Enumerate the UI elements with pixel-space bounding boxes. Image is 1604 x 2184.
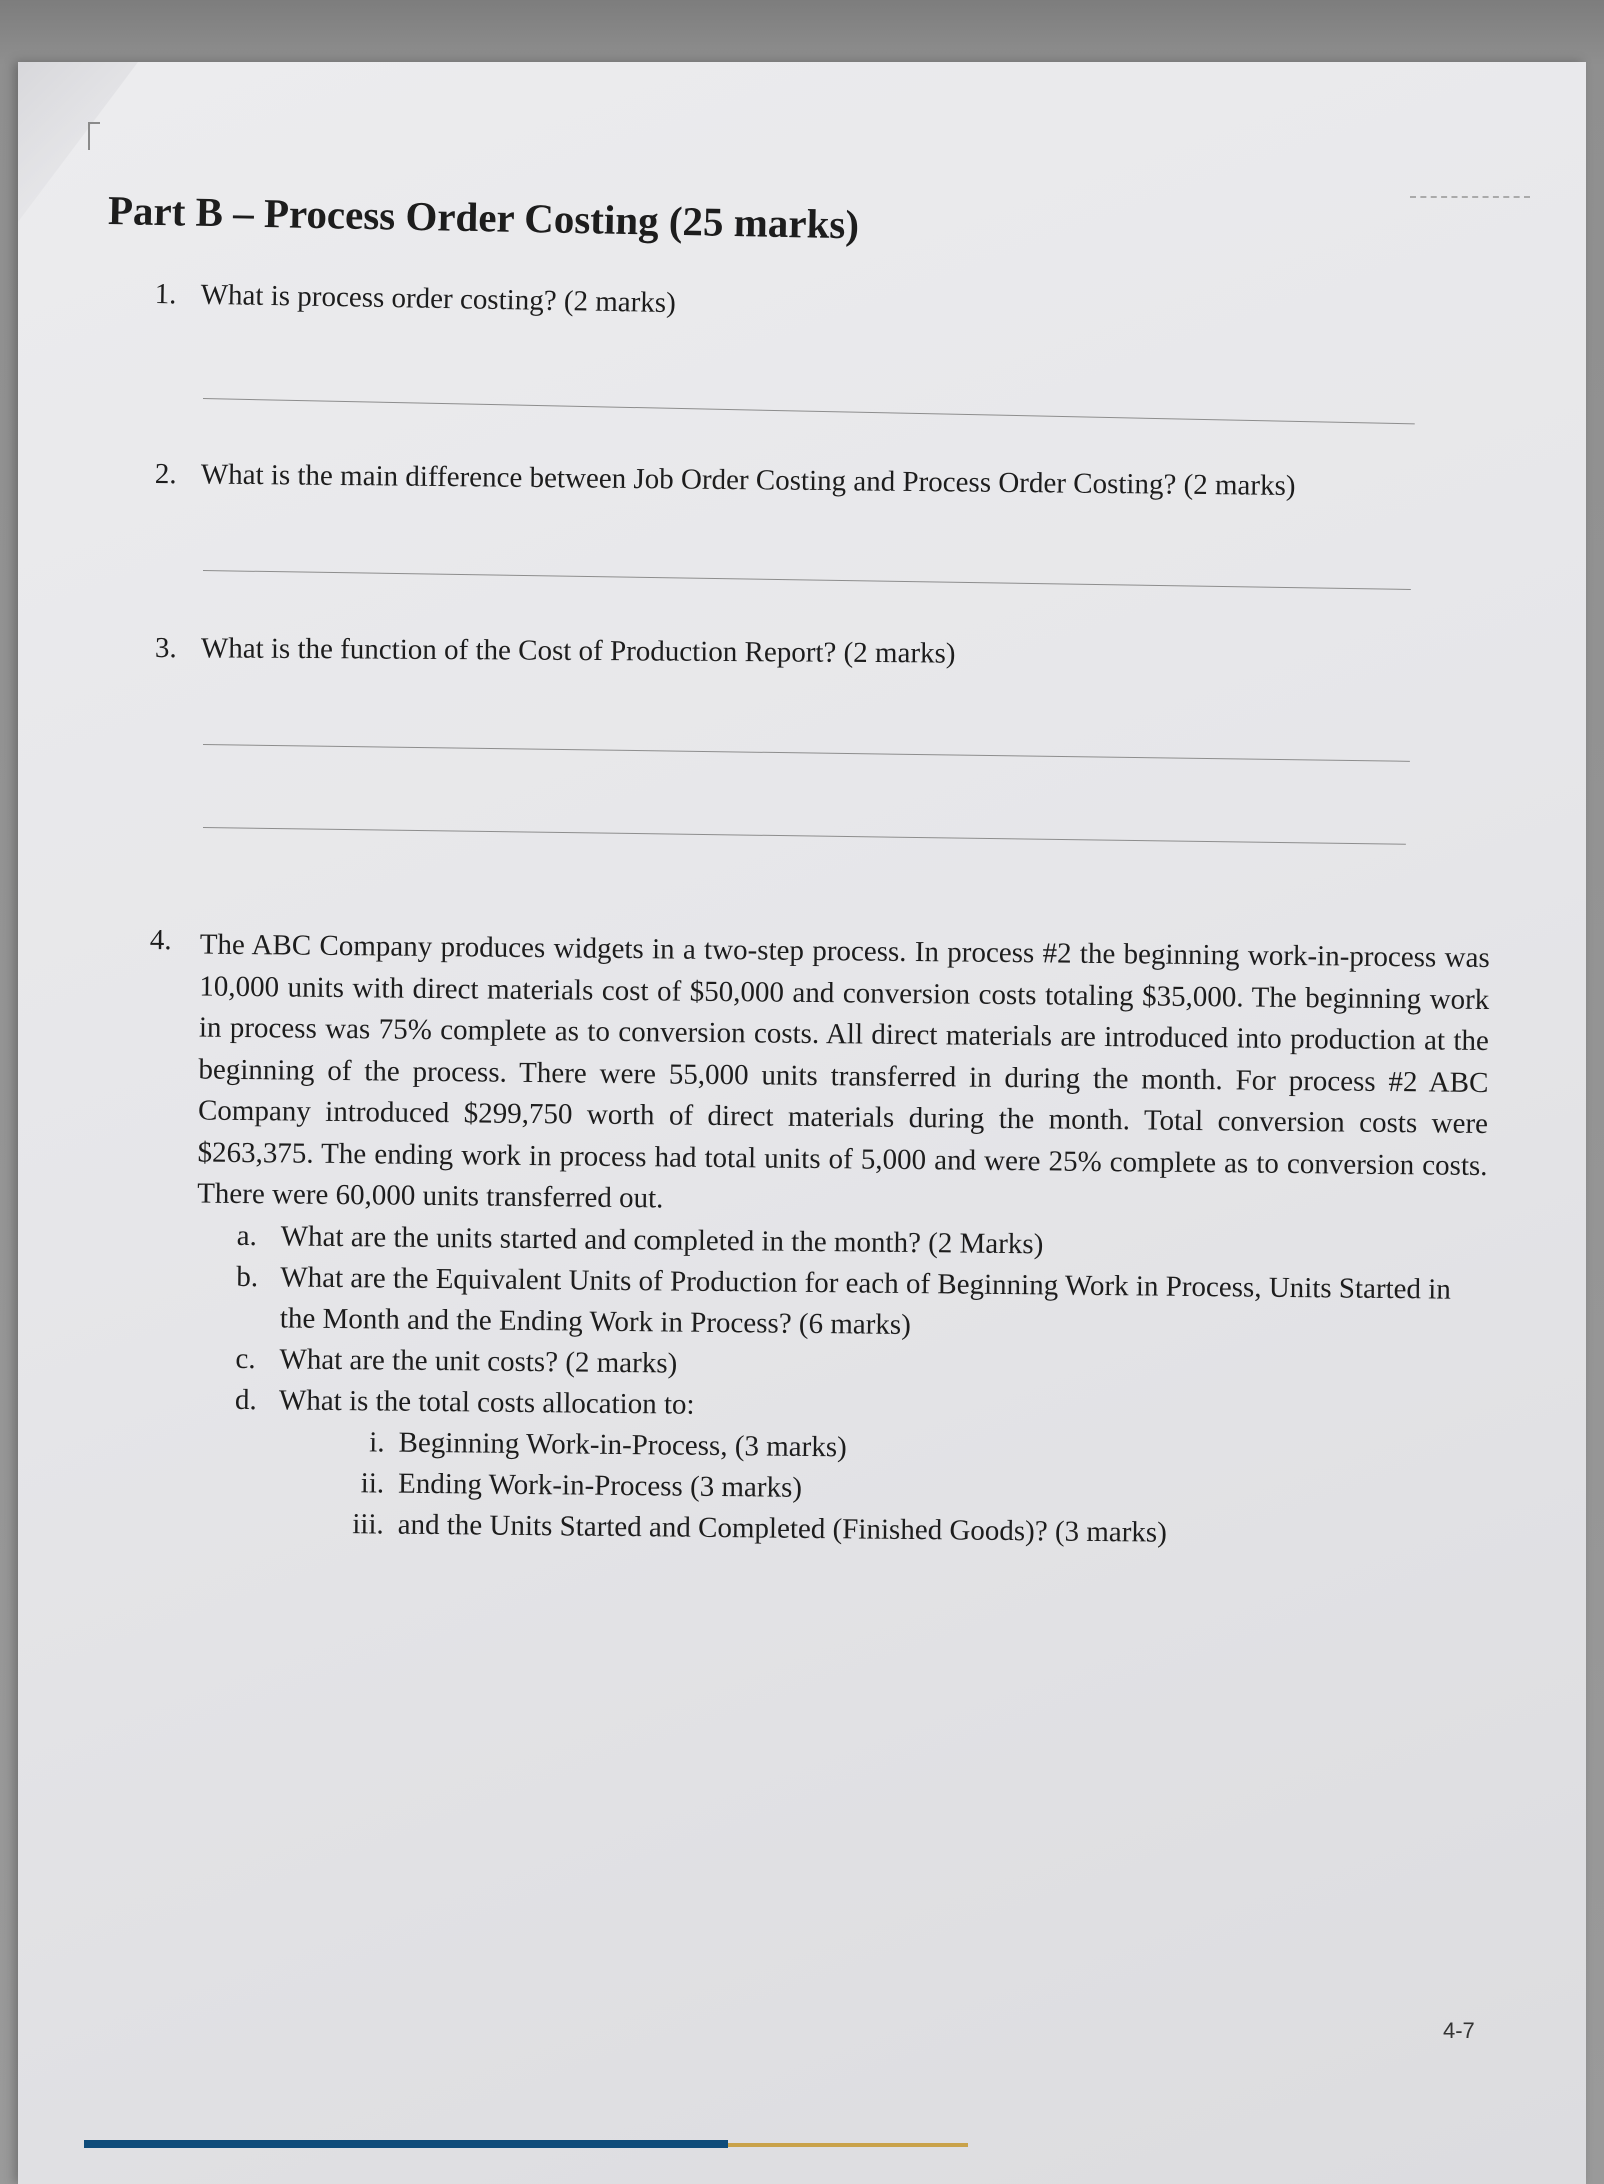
question-number: 3.	[154, 632, 177, 665]
question-number: 2.	[154, 458, 177, 491]
question-4	[144, 924, 1490, 1556]
sub-question-text: Beginning Work-in-Process, (3 marks)	[398, 1426, 847, 1463]
sub-question-text: and the Units Started and Completed (Finished Goods)? (3 marks)	[397, 1508, 1168, 1549]
bottom-accent-bar	[728, 2143, 968, 2147]
question-text: What is process order costing? (2 marks)	[200, 278, 677, 320]
sub-question-text: What are the Equivalent Units of Production for each of Beginning Work in Process, Units Started in the Month and the Ending Work in Process? (6 marks)	[279, 1260, 1451, 1341]
page-number: 4-7	[1443, 2018, 1475, 2043]
bottom-color-bar	[84, 2140, 728, 2148]
section-heading: Part B – Process Order Costing (25 marks)	[107, 187, 860, 248]
sub-question-label: a.	[236, 1219, 258, 1252]
question-paragraph: The ABC Company produces widgets in a two-step process. In process #2 the beginning work-in-process was 10,000 units with direct materials cost of $50,000 and conversion costs totaling $35,000. The beginning work in process was 75% complete as to conversion costs. All direct materials are introduced into production at the beginning of the process. There were 55,000 units transferred in during the month. For process #2 ABC Company introduced $299,750 worth of direct materials during the month. Total conversion costs were $263,375. The ending work in process had total units of 5,000 and were 25% complete as to conversion costs. There were 60,000 units transferred out.	[197, 928, 1490, 1215]
corner-bracket-mark	[88, 122, 100, 150]
sub-question-label: iii.	[352, 1507, 384, 1540]
sub-question-label: b.	[236, 1260, 259, 1293]
sub-question-label: i.	[369, 1425, 385, 1458]
question-text: What is the main difference between Job Order Costing and Process Order Costing? (2 marks)	[200, 458, 1296, 502]
roman-sub-list	[354, 1422, 1485, 1557]
sub-question-text: What are the unit costs? (2 marks)	[279, 1342, 678, 1380]
question-text: What is the function of the Cost of Production Report? (2 marks)	[200, 632, 956, 670]
sub-question-b	[236, 1256, 1487, 1351]
question-number: 4.	[149, 924, 172, 957]
question-number: 1.	[154, 278, 177, 311]
dashed-mark	[1410, 196, 1530, 198]
sub-question-label: c.	[235, 1342, 256, 1375]
sub-question-text: What is the total costs allocation to:	[278, 1383, 695, 1421]
sub-question-text: What are the units started and completed in the month? (2 Marks)	[280, 1219, 1044, 1260]
sub-question-label: d.	[234, 1383, 257, 1416]
sub-question-text: Ending Work-in-Process (3 marks)	[397, 1467, 803, 1504]
sub-question-list	[234, 1215, 1487, 1556]
sub-question-label: ii.	[360, 1466, 385, 1499]
